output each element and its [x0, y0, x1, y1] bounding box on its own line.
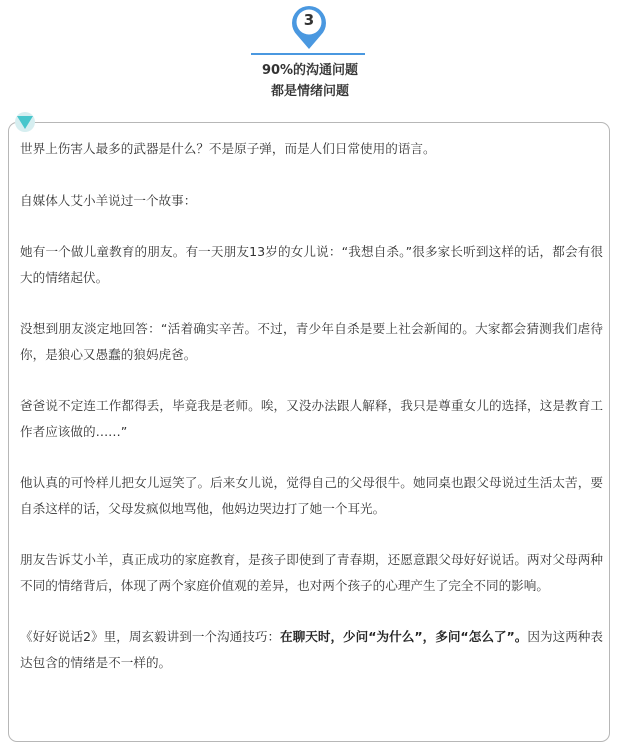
- paragraph: 她有一个做儿童教育的朋友。有一天朋友13岁的女儿说：“我想自杀。”很多家长听到这样的话，都会有很大的情绪起伏。: [20, 244, 603, 285]
- article-body: [20, 136, 603, 701]
- paragraph-with-highlight: [20, 624, 603, 675]
- paragraph-text: 因为这两种表达包含的情绪是不一样的。: [20, 629, 604, 670]
- title-underline: [251, 53, 365, 55]
- triangle-marker-icon: [14, 112, 36, 132]
- paragraph: 爸爸说不定连工作都得丢，毕竟我是老师。唉，又没办法跟人解释，我只是尊重女儿的选择，这是教育工作者应该做的……”: [20, 398, 603, 439]
- highlighted-tip: 在聊天时，少问“为什么”，多问“怎么了”。: [280, 629, 528, 644]
- title-line-2: 都是情绪问题: [270, 84, 349, 99]
- title-line-1: 90%的沟通问题: [261, 63, 359, 78]
- paragraph: 自媒体人艾小羊说过一个故事：: [20, 192, 197, 208]
- paragraph: 世界上伤害人最多的武器是什么？不是原子弹，而是人们日常使用的语言。: [20, 141, 436, 156]
- section-number: 3: [303, 11, 315, 29]
- paragraph: 他认真的可怜样儿把女儿逗笑了。后来女儿说，觉得自己的父母很牛。她同桌也跟父母说过生活太苦，要自杀这样的话，父母发疯似地骂他，他妈边哭边打了她一个耳光。: [20, 475, 603, 516]
- paragraph: 朋友告诉艾小羊，真正成功的家庭教育，是孩子即使到了青春期，还愿意跟父母好好说话。两对父母两种不同的情绪背后，体现了两个家庭价值观的差异，也对两个孩子的心理产生了完全不同的影响。: [20, 552, 603, 593]
- paragraph-text: 《好好说话2》里，周玄毅讲到一个沟通技巧：: [20, 629, 281, 644]
- paragraph: 没想到朋友淡定地回答：“活着确实辛苦。不过，青少年自杀是要上社会新闻的。大家都会猜测我们虐待你，是狼心又愚蠢的狼妈虎爸。: [20, 321, 603, 362]
- section-title: [0, 60, 620, 102]
